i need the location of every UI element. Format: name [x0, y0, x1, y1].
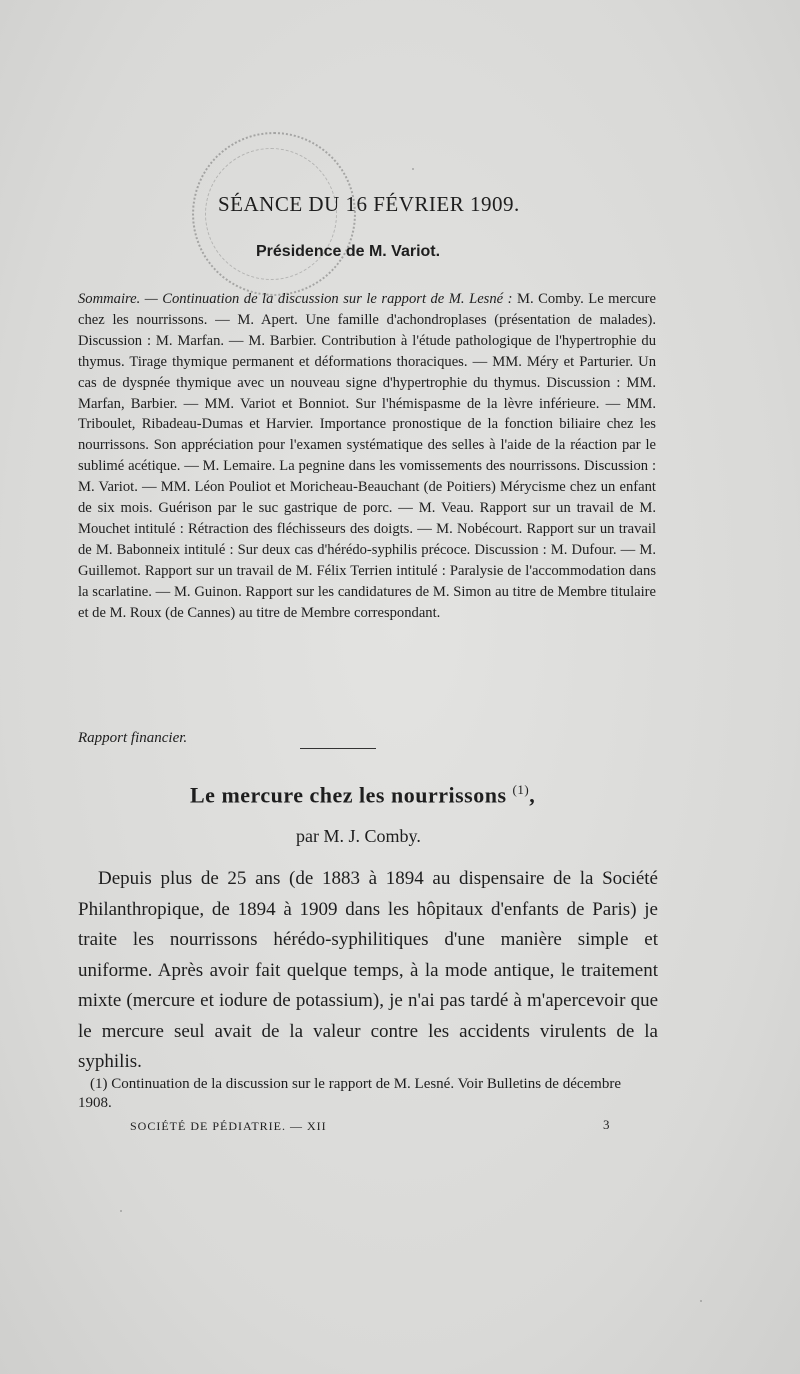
presidency-line: Présidence de M. Variot. — [256, 243, 441, 260]
paper-speck — [700, 1300, 702, 1302]
session-heading: SÉANCE DU 16 FÉVRIER 1909. — [218, 192, 520, 216]
summary-block — [78, 289, 656, 624]
paper-speck — [120, 1210, 122, 1212]
page-number: 3 — [603, 1117, 610, 1132]
article-title: Le mercure chez les nourrissons $^{(1)}$, — [190, 782, 536, 808]
article-byline: par M. J. Comby. — [296, 826, 421, 846]
paper-speck — [640, 420, 642, 422]
paper-speck — [412, 168, 414, 170]
section-divider — [300, 748, 376, 749]
summary-text: M. Comby. Le mercure chez les nourrissons. — M. Apert. Une famille d'achondroplases (présentation de malades). Discussion : M. Marfan. — M. Barbier. Contribution à l'étude pathologique de l'hypertrophie du thymus. Tirage thymique permanent et déformations thoraciques. — MM. Méry et Parturier. Un cas de dyspnée thymique avec un nouveau signe d'hypertrophie du thymus. Discussion : MM. Marfan, Barbier. — MM. Variot et Bonniot. Sur l'hémispasme de la lèvre inférieure. — MM. Triboulet, Ribadeau-Dumas et Harvier. Importance pronostique de la fonction biliaire chez les nourrissons. Son appréciation pour l'examen systématique des selles à l'aide de la réaction par le sublimé acétique. — M. Lemaire. La pegnine dans les vomissements des nourrissons. Discussion : M. Variot. — MM. Léon Pouliot et Moricheau-Beauchant (de Poitiers) Mérycisme chez un enfant de six mois. Guérison par le suc gastrique de porc. — M. Veau. Rapport sur un travail de M. Mouchet intitulé : Rétraction des fléchisseurs des doigts. — M. Nobécourt. Rapport sur un travail de M. Babonneix intitulé : Sur deux cas d'hérédo-syphilis précoce. Discussion : M. Dufour. — M. Guillemot. Rapport sur un travail de M. Félix Terrien intitulé : Paralysie de l'accommodation dans la scarlatine. — M. Guinon. Rapport sur les candidatures de M. Simon au titre de Membre titulaire et de M. Roux (de Cannes) au titre de Membre correspondant. — [78, 291, 656, 621]
article-title-text: Le mercure chez les nourrissons — [190, 782, 507, 808]
article-paragraph: Depuis plus de 25 ans (de 1883 à 1894 au dispensaire de la Société Philanthropique, de 1894 à 1909 dans les hôpitaux d'enfants de Paris) je traite les nourrissons hérédo-syphilitiques d'une manière simple et uniforme. Après avoir fait quelque temps, à la mode antique, le traitement mixte (mercure et iodure de potassium), je n'ai pas tardé à m'apercevoir que le mercure seul avait de la valeur contre les accidents virulents de la syphilis. — [78, 868, 658, 1072]
footnote-reference: (1) — [512, 782, 530, 797]
running-footer: SOCIÉTÉ DE PÉDIATRIE. — XII — [130, 1119, 327, 1133]
summary-lead: Sommaire. — Continuation de la discussion sur le rapport de M. Lesné : — [78, 291, 513, 307]
financial-report-line: Rapport financier. — [78, 730, 188, 746]
footnote: (1) Continuation de la discussion sur le rapport de M. Lesné. Voir Bulletins de décembre 1908. — [78, 1076, 622, 1111]
